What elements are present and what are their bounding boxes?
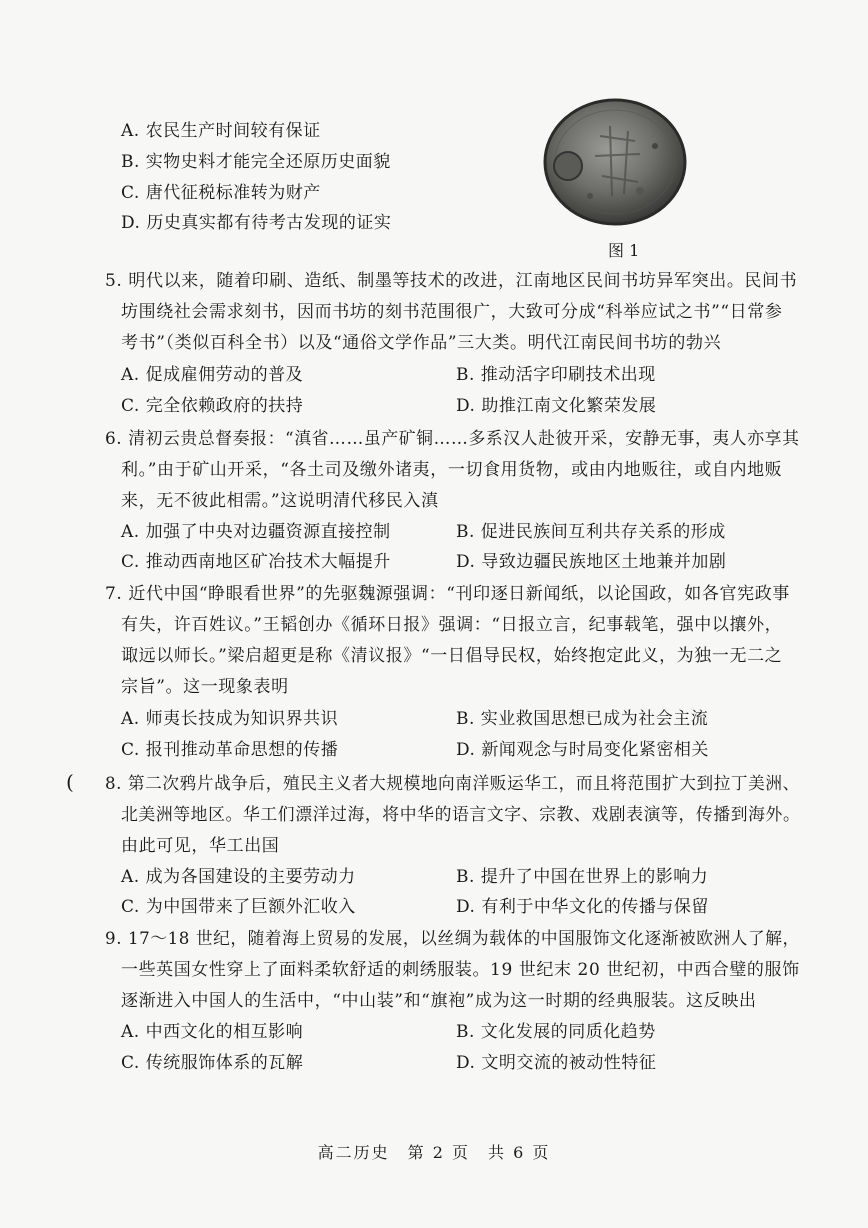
q8-stem-line-2: 北美洲等地区。华工们漂洋过海，将中华的语言文字、宗教、戏剧表演等，传播到海外。 — [121, 805, 801, 825]
q6-stem-line-2: 利。”由于矿山开采，“各土司及缴外诸夷，一切食用货物，或由内地贩往，或自内地贩 — [121, 460, 783, 480]
q5-option-c: C. 完全依赖政府的扶持 — [121, 396, 304, 416]
q6-option-b: B. 促进民族间互利共存关系的形成 — [456, 522, 726, 542]
answer-bracket: ( — [66, 770, 74, 794]
q6-option-c: C. 推动西南地区矿冶技术大幅提升 — [121, 552, 391, 572]
q7-option-d: D. 新闻观念与时局变化紧密相关 — [456, 740, 709, 760]
q6-option-a: A. 加强了中央对边疆资源直接控制 — [121, 522, 391, 542]
q7-option-b: B. 实业救国思想已成为社会主流 — [456, 709, 709, 729]
q8-option-d: D. 有利于中华文化的传播与保留 — [456, 897, 709, 917]
page-footer: 高二历史 第 2 页 共 6 页 — [317, 1143, 551, 1162]
q6-option-d: D. 导致边疆民族地区土地兼并加剧 — [456, 552, 727, 572]
q9-stem-line-1: 9. 17～18 世纪，随着海上贸易的发展，以丝绸为载体的中国服饰文化逐渐被欧洲人了解， — [105, 929, 800, 949]
q4-option-b: B. 实物史料才能完全还原历史面貌 — [121, 152, 391, 172]
q9-option-b: B. 文化发展的同质化趋势 — [456, 1022, 656, 1042]
q4-option-c: C. 唐代征税标准转为财产 — [121, 183, 321, 203]
q9-option-a: A. 中西文化的相互影响 — [121, 1022, 304, 1042]
q8-stem-line-1: 8. 第二次鸦片战争后，殖民主义者大规模地向南洋贩运华工，而且将范围扩大到拉丁美洲、 — [105, 774, 800, 794]
figure-caption: 图 1 — [608, 241, 640, 260]
q7-stem-line-3: 诹远以师长。”梁启超更是称《清议报》“一日倡导民权，始终抱定此义，为独一无二之 — [121, 646, 783, 666]
q9-option-c: C. 传统服饰体系的瓦解 — [121, 1053, 304, 1073]
q6-stem-line-3: 来，无不彼此相需。”这说明清代移民入滇 — [121, 491, 439, 511]
q9-stem-line-3: 逐渐进入中国人的生活中，“中山装”和“旗袍”成为这一时期的经典服装。这反映出 — [121, 991, 757, 1011]
q4-option-a: A. 农民生产时间较有保证 — [121, 121, 321, 141]
coin-figure — [540, 96, 690, 228]
q7-option-c: C. 报刊推动革命思想的传播 — [121, 740, 339, 760]
q8-option-c: C. 为中国带来了巨额外汇收入 — [121, 897, 356, 917]
q5-stem-line-1: 5. 明代以来，随着印刷、造纸、制墨等技术的改进，江南地区民间书坊异军突出。民间书 — [105, 271, 798, 291]
q5-option-b: B. 推动活字印刷技术出现 — [456, 365, 656, 385]
q4-option-d: D. 历史真实都有待考古发现的证实 — [121, 213, 392, 233]
q8-option-b: B. 提升了中国在世界上的影响力 — [456, 867, 709, 887]
q8-stem-line-3: 由此可见，华工出国 — [121, 836, 280, 856]
q7-stem-line-2: 有失，许百姓议。”王韬创办《循环日报》强调：“日报立言，纪事载笔，强中以攘外， — [121, 615, 783, 635]
q5-option-d: D. 助推江南文化繁荣发展 — [456, 396, 657, 416]
q5-stem-line-2: 坊围绕社会需求刻书，因而书坊的刻书范围很广，大致可分成“科举应试之书”“日常参 — [121, 302, 783, 322]
q7-option-a: A. 师夷长技成为知识界共识 — [121, 709, 339, 729]
q5-stem-line-3: 考书”（类似百科全书）以及“通俗文学作品”三大类。明代江南民间书坊的勃兴 — [121, 333, 722, 353]
q5-option-a: A. 促成雇佣劳动的普及 — [121, 365, 304, 385]
q7-stem-line-4: 宗旨”。这一现象表明 — [121, 677, 289, 697]
q7-stem-line-1: 7. 近代中国“睁眼看世界”的先驱魏源强调：“刊印逐日新闻纸，以论国政，如各官宪政事 — [105, 584, 790, 604]
q9-stem-line-2: 一些英国女性穿上了面料柔软舒适的刺绣服装。19 世纪末 20 世纪初，中西合璧的服饰 — [121, 960, 800, 980]
q9-option-d: D. 文明交流的被动性特征 — [456, 1053, 657, 1073]
q8-option-a: A. 成为各国建设的主要劳动力 — [121, 867, 356, 887]
q6-stem-line-1: 6. 清初云贵总督奏报：“滇省……虽产矿铜……多系汉人赴彼开采，安静无事，夷人亦享其 — [105, 429, 800, 449]
